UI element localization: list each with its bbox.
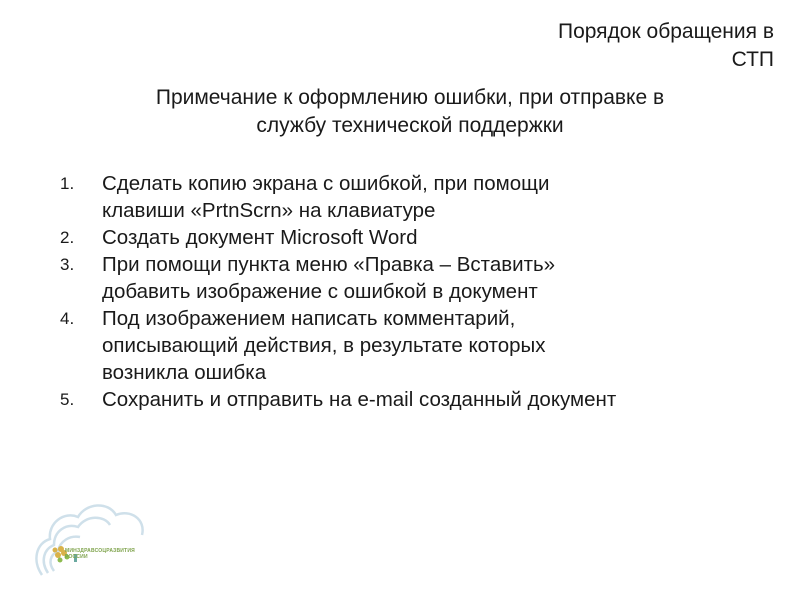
slide-subtitle — [80, 84, 740, 140]
step-item — [60, 224, 780, 251]
step-text: Под изображением написать комментарий, — [102, 307, 516, 330]
step-number: 2. — [60, 228, 75, 247]
step-number: 3. — [60, 255, 75, 274]
slide-title — [414, 18, 774, 74]
step-text: Создать документ Microsoft Word — [102, 226, 418, 249]
step-text: описывающий действия, в результате которых — [102, 334, 546, 357]
step-item — [60, 251, 780, 305]
step-text: добавить изображение с ошибкой в документ — [102, 280, 538, 303]
slide-subtitle-line-2: службу технической поддержки — [256, 114, 564, 137]
step-number: 1. — [60, 174, 75, 193]
logo-caption-line-2: РОССИИ — [65, 554, 88, 560]
step-text: При помощи пункта меню «Правка – Вставить» — [102, 253, 556, 276]
step-text: Сохранить и отправить на e-mail созданный документ — [102, 388, 617, 411]
logo-caption-line-1: МИНЗДРАВСОЦРАЗВИТИЯ — [65, 548, 135, 554]
ministry-logo-icon — [30, 495, 160, 585]
step-number: 5. — [60, 390, 75, 409]
step-number: 4. — [60, 309, 75, 328]
steps-list — [60, 170, 780, 413]
step-text: возникла ошибка — [102, 361, 267, 384]
logo-caption — [65, 548, 135, 560]
step-item — [60, 386, 780, 413]
slide-title-line-2: СТП — [731, 48, 774, 71]
slide-subtitle-line-1: Примечание к оформлению ошибки, при отправке в — [155, 86, 665, 109]
ministry-logo — [30, 495, 160, 585]
step-text: Сделать копию экрана с ошибкой, при помощи — [102, 172, 550, 195]
step-item — [60, 305, 780, 386]
step-text: клавиши «PrtnScrn» на клавиатуре — [102, 199, 436, 222]
slide-title-line-1: Порядок обращения в — [557, 20, 774, 43]
step-item — [60, 170, 780, 224]
